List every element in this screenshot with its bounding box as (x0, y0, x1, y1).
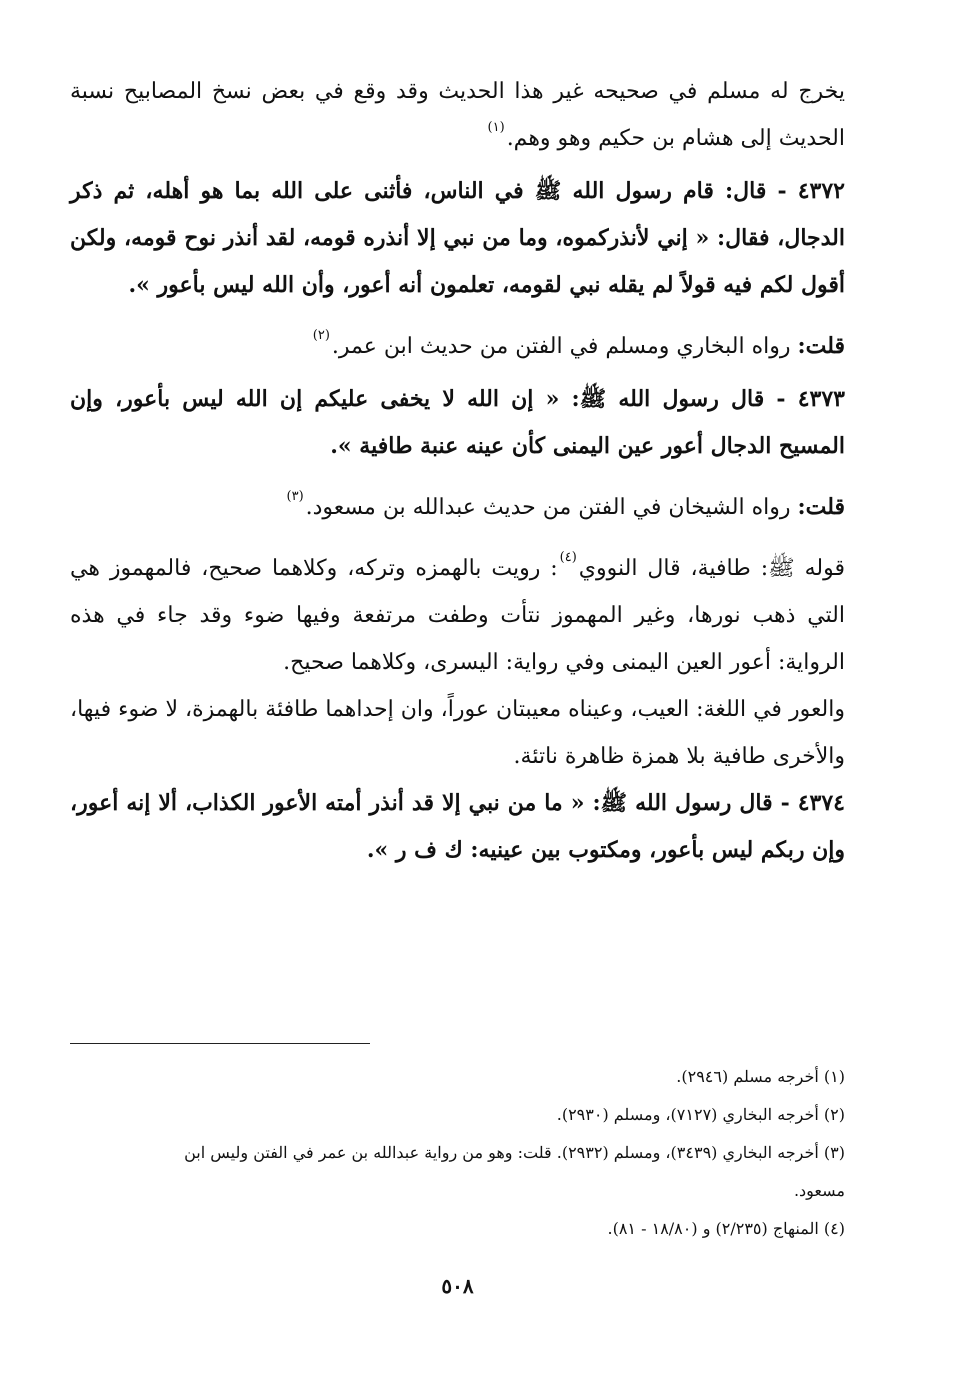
footnote-3-continuation: مسعود. (793, 1181, 845, 1200)
book-page (70, 68, 845, 1338)
hadith-4374: ٤٣٧٤ - قال رسول الله ﷺ: « ما من نبي إلا قد أنذر أمته الأعور الكذاب، ألا إنه أعور، وإن ربكم ليس بأعور، ومكتوب بين عينيه: ك ف ر ». (70, 790, 845, 863)
lexical-explanation: والعور في اللغة: العيب، وعيناه معيبتان عوراً، وان إحداهما طافئة بالهمزة، لا ضوء فيها، والأخرى طافية بلا همزة ظاهرة ناتئة. (70, 697, 845, 769)
hadith-4372: ٤٣٧٢ - قال: قام رسول الله ﷺ في الناس، فأثنى على الله بما هو أهله، ثم ذكر الدجال، فقال: « إني لأنذركموه، وما من نبي إلا أنذره قومه، لقد أنذر نوح قومه، ولكن أقول لكم فيه قولاً لم يقله نبي لقومه، تعلمون أنه أعور، وأن الله ليس بأعور ». (70, 178, 845, 298)
footnotes (70, 1058, 845, 1248)
nawawi-explanation (70, 545, 845, 686)
footnote-ref-4[interactable]: (٤) (559, 550, 577, 565)
qult-label: قلت: (797, 333, 845, 359)
commentary-4372 (70, 323, 845, 370)
footnote-1: (١) أخرجه مسلم (٢٩٤٦). (676, 1067, 845, 1086)
paragraph-continuation (70, 68, 845, 162)
footnote-divider (70, 1043, 370, 1044)
page-number: ٥٠٨ (441, 1274, 474, 1298)
footnote-2: (٢) أخرجه البخاري (٧١٢٧)، ومسلم (٢٩٣٠). (556, 1105, 845, 1124)
commentary-4373 (70, 484, 845, 531)
explanation-text-start: قوله ﷺ: طافية، قال النووي (578, 556, 845, 581)
footnote-ref-1[interactable]: (١) (487, 120, 505, 135)
footnote-4: (٤) المنهاج (٢/٢٣٥) و (١٨/٨٠ - ٨١). (607, 1219, 845, 1238)
footnote-ref-3[interactable]: (٣) (286, 489, 304, 504)
commentary-text: رواه الشيخان في الفتن من حديث عبدالله بن مسعود. (305, 495, 791, 520)
footnote-3: (٣) أخرجه البخاري (٣٤٣٩)، ومسلم (٢٩٣٢). قلت: وهو من رواية عبدالله بن عمر في الفتن وليس ابن (184, 1143, 845, 1162)
explanation-text-rest: : رويت بالهمزه وتركه، وكلاهما صحيح، فالمهموز هي التي ذهب نورها، وغير المهموز نتأت وطفت مرتفعة وفيها ضوء وقد جاء في هذه الرواية: أعور العين اليمنى وفي رواية: اليسرى، وكلاهما صحيح. (70, 556, 845, 675)
qult-label: قلت: (797, 494, 845, 520)
hadith-4373: ٤٣٧٣ - قال رسول الله ﷺ: « إن الله لا يخفى عليكم إن الله ليس بأعور، وإن المسيح الدجال أعور عين اليمنى كأن عينه عنبة طافية ». (70, 386, 845, 459)
footnote-ref-2[interactable]: (٢) (312, 328, 330, 343)
commentary-text: رواه البخاري ومسلم في الفتن من حديث ابن عمر. (331, 334, 791, 359)
paragraph-text: يخرج له مسلم في صحيحه غير هذا الحديث وقد وقع في بعض نسخ المصابيح نسبة الحديث إلى هشام بن حكيم وهو وهم. (70, 79, 845, 151)
